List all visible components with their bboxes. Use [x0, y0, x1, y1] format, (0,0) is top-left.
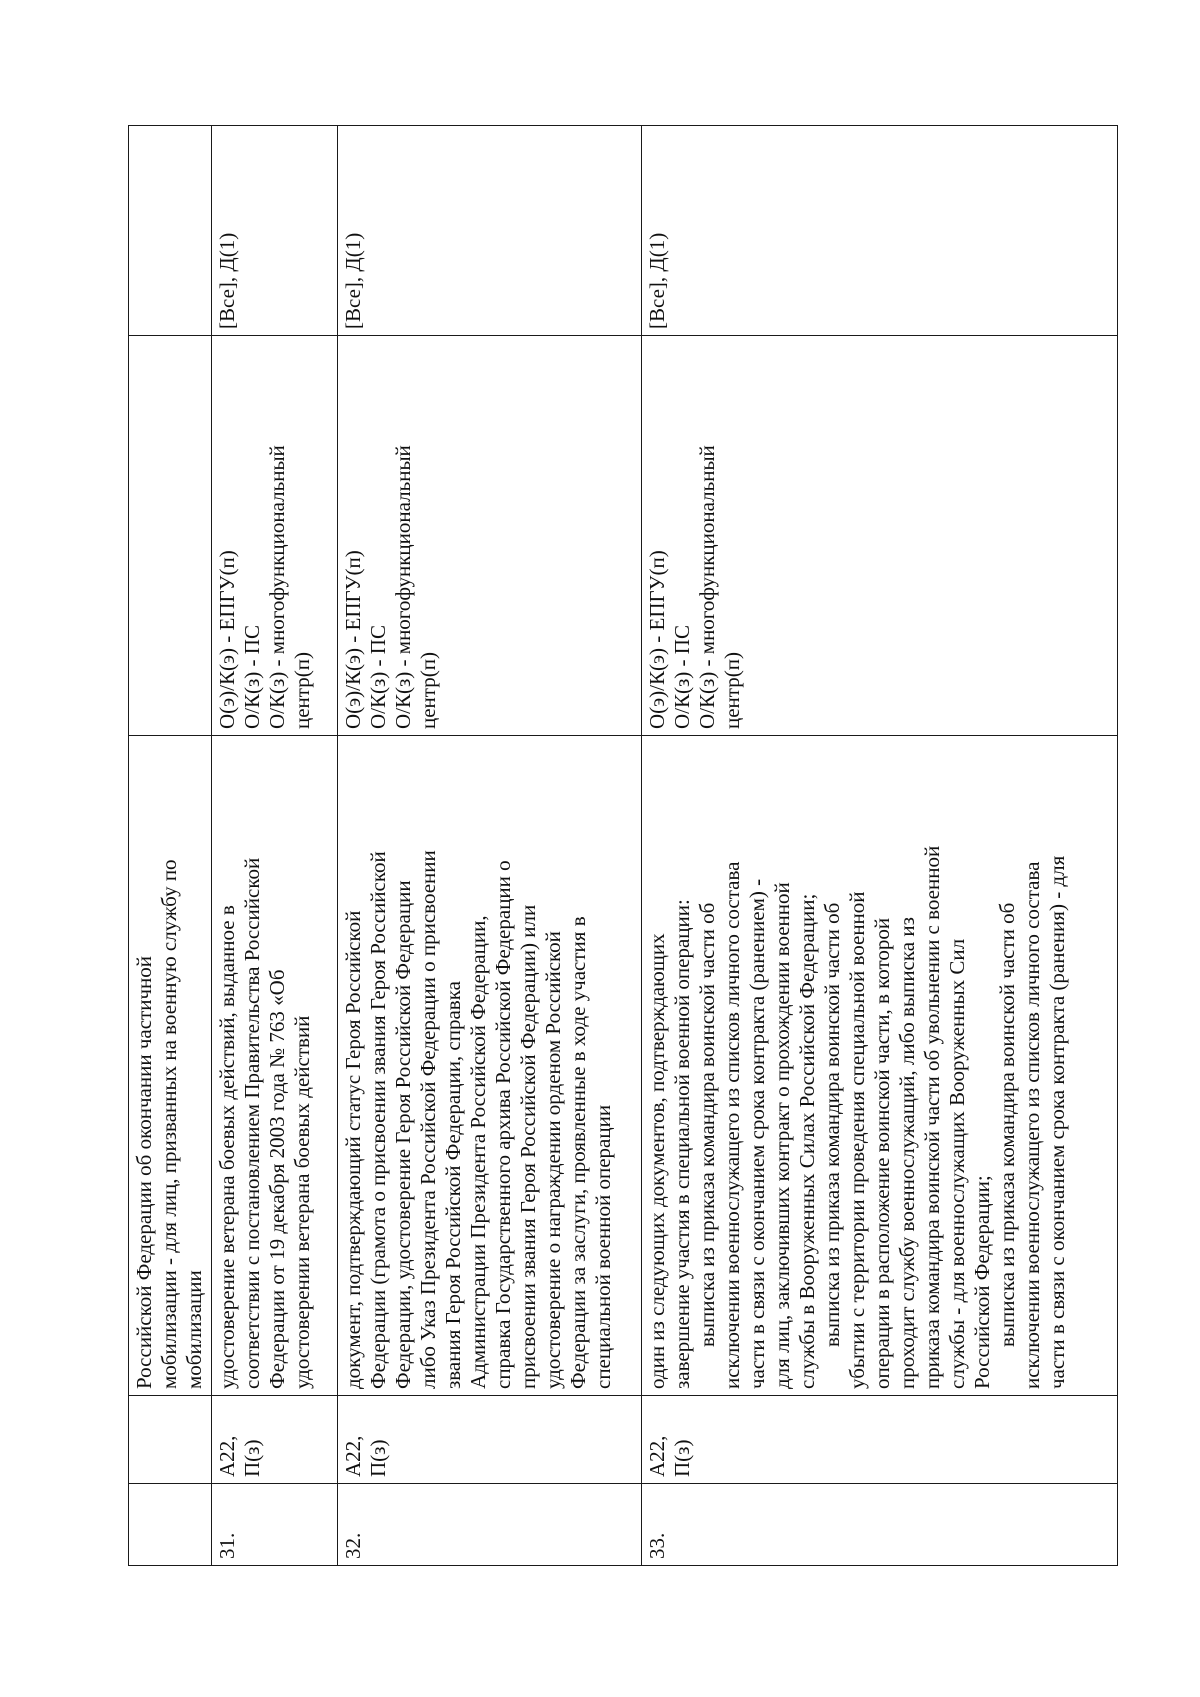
- cell-submission-method: [338, 336, 642, 736]
- cell-applicability: [Все], Д(1): [212, 126, 338, 336]
- cell-submission-method: [129, 336, 212, 736]
- doc-line: для лиц, заключивших контракт о прохождении военной: [770, 882, 794, 1389]
- way-line: О/К(з) - многофункциональный: [695, 445, 719, 729]
- table-row: [338, 126, 642, 1566]
- doc-line: операции в расположение воинской части, в которой: [870, 917, 894, 1389]
- cell-code: [642, 1396, 1118, 1484]
- code-line: А22,: [341, 1435, 365, 1477]
- doc-line: Российской Федерации;: [970, 1175, 994, 1389]
- doc-line: соответствии с постановлением Правительства Российской: [240, 857, 264, 1389]
- doc-line: службы в Вооруженных Силах Российской Федерации;: [795, 893, 819, 1389]
- cell-code: [338, 1396, 642, 1484]
- doc-line: Российской Федерации об окончании частичной: [132, 956, 156, 1389]
- code-line: П(з): [366, 1439, 390, 1477]
- doc-line: Администрации Президента Российской Федерации,: [466, 915, 490, 1389]
- doc-line: исключении военнослужащего из списков личного состава: [720, 861, 744, 1389]
- code-line: А22,: [645, 1435, 669, 1477]
- doc-line: специальной военной операции: [591, 1104, 615, 1389]
- cell-num: 33.: [642, 1484, 1118, 1566]
- doc-line: удостоверении ветерана боевых действий: [290, 1015, 314, 1389]
- doc-line: Федерации (грамота о присвоении звания Героя Российской: [366, 851, 390, 1389]
- cell-submission-method: [642, 336, 1118, 736]
- way-line: О(э)/К(э) - ЕПГУ(п): [341, 550, 365, 729]
- way-line: О/К(з) - ПС: [366, 625, 390, 729]
- doc-line: звания Героя Российской Федерации, справка: [441, 981, 465, 1389]
- doc-line: мобилизации - для лиц, призванных на военную службу по: [157, 859, 181, 1389]
- code-line: П(з): [670, 1439, 694, 1477]
- doc-line: Федерации, удостоверение Героя Российской Федерации: [391, 880, 415, 1389]
- cell-applicability: [Все], Д(1): [338, 126, 642, 336]
- doc-line: службы - для военнослужащих Вооруженных Сил: [945, 938, 969, 1389]
- way-line: центр(п): [416, 652, 440, 729]
- doc-line: присвоении звания Героя Российской Федерации) или: [516, 904, 540, 1389]
- way-line: О/К(з) - ПС: [670, 625, 694, 729]
- doc-line: части в связи с окончанием срока контракта (ранением) -: [745, 878, 769, 1389]
- cell-code: [212, 1396, 338, 1484]
- doc-line: документ, подтверждающий статус Героя Российской: [341, 910, 365, 1389]
- cell-document: [129, 736, 212, 1396]
- cell-num: 31.: [212, 1484, 338, 1566]
- table-row: [212, 126, 338, 1566]
- doc-line: Федерации за заслуги, проявленные в ходе участия в: [566, 916, 590, 1389]
- cell-code: [129, 1396, 212, 1484]
- doc-line: удостоверение ветерана боевых действий, выданное в: [215, 905, 239, 1389]
- doc-line: завершение участия в специальной военной операции:: [670, 899, 694, 1389]
- way-line: центр(п): [720, 652, 744, 729]
- way-line: О(э)/К(э) - ЕПГУ(п): [215, 550, 239, 729]
- doc-line: мобилизации: [182, 1270, 206, 1389]
- cell-applicability: [Все], Д(1): [642, 126, 1118, 336]
- way-line: О/К(з) - многофункциональный: [265, 445, 289, 729]
- doc-line: исключении военнослужащего из списков личного состава: [1020, 861, 1044, 1389]
- way-line: О(э)/К(э) - ЕПГУ(п): [645, 550, 669, 729]
- cell-document: [338, 736, 642, 1396]
- way-line: центр(п): [290, 652, 314, 729]
- way-line: О/К(з) - многофункциональный: [391, 445, 415, 729]
- table-row-continuation: [129, 126, 212, 1566]
- doc-line: выписка из приказа командира воинской части об: [995, 902, 1019, 1347]
- doc-line: части в связи с окончанием срока контракта (ранения) - для: [1045, 855, 1069, 1389]
- way-line: О/К(з) - ПС: [240, 625, 264, 729]
- doc-line: проходит службу военнослужащий, либо выписка из: [895, 917, 919, 1389]
- doc-line: Федерации от 19 декабря 2003 года № 763 «Об: [265, 969, 289, 1389]
- table-row: [642, 126, 1118, 1566]
- cell-document: [642, 736, 1118, 1396]
- code-line: А22,: [215, 1435, 239, 1477]
- rotated-page: [128, 126, 1088, 1566]
- doc-line: выписка из приказа командира воинской части об: [695, 902, 719, 1347]
- services-table: [128, 125, 1118, 1566]
- doc-line: приказа командира воинской части об увольнении с военной: [920, 845, 944, 1389]
- doc-line: удостоверение о награждении орденом Российской: [541, 931, 565, 1389]
- cell-num: 32.: [338, 1484, 642, 1566]
- cell-document: [212, 736, 338, 1396]
- rotated-table-container: [128, 126, 1088, 1566]
- doc-line: либо Указ Президента Российской Федерации о присвоении: [416, 850, 440, 1389]
- doc-line: убытии с территории проведения специальной военной: [845, 891, 869, 1389]
- doc-line: справка Государственного архива Российской Федерации о: [491, 860, 515, 1389]
- code-line: П(з): [240, 1439, 264, 1477]
- cell-applicability: [129, 126, 212, 336]
- doc-line: выписка из приказа командира воинской части об: [820, 902, 844, 1347]
- doc-line: один из следующих документов, подтверждающих: [645, 933, 669, 1389]
- cell-num: [129, 1484, 212, 1566]
- cell-submission-method: [212, 336, 338, 736]
